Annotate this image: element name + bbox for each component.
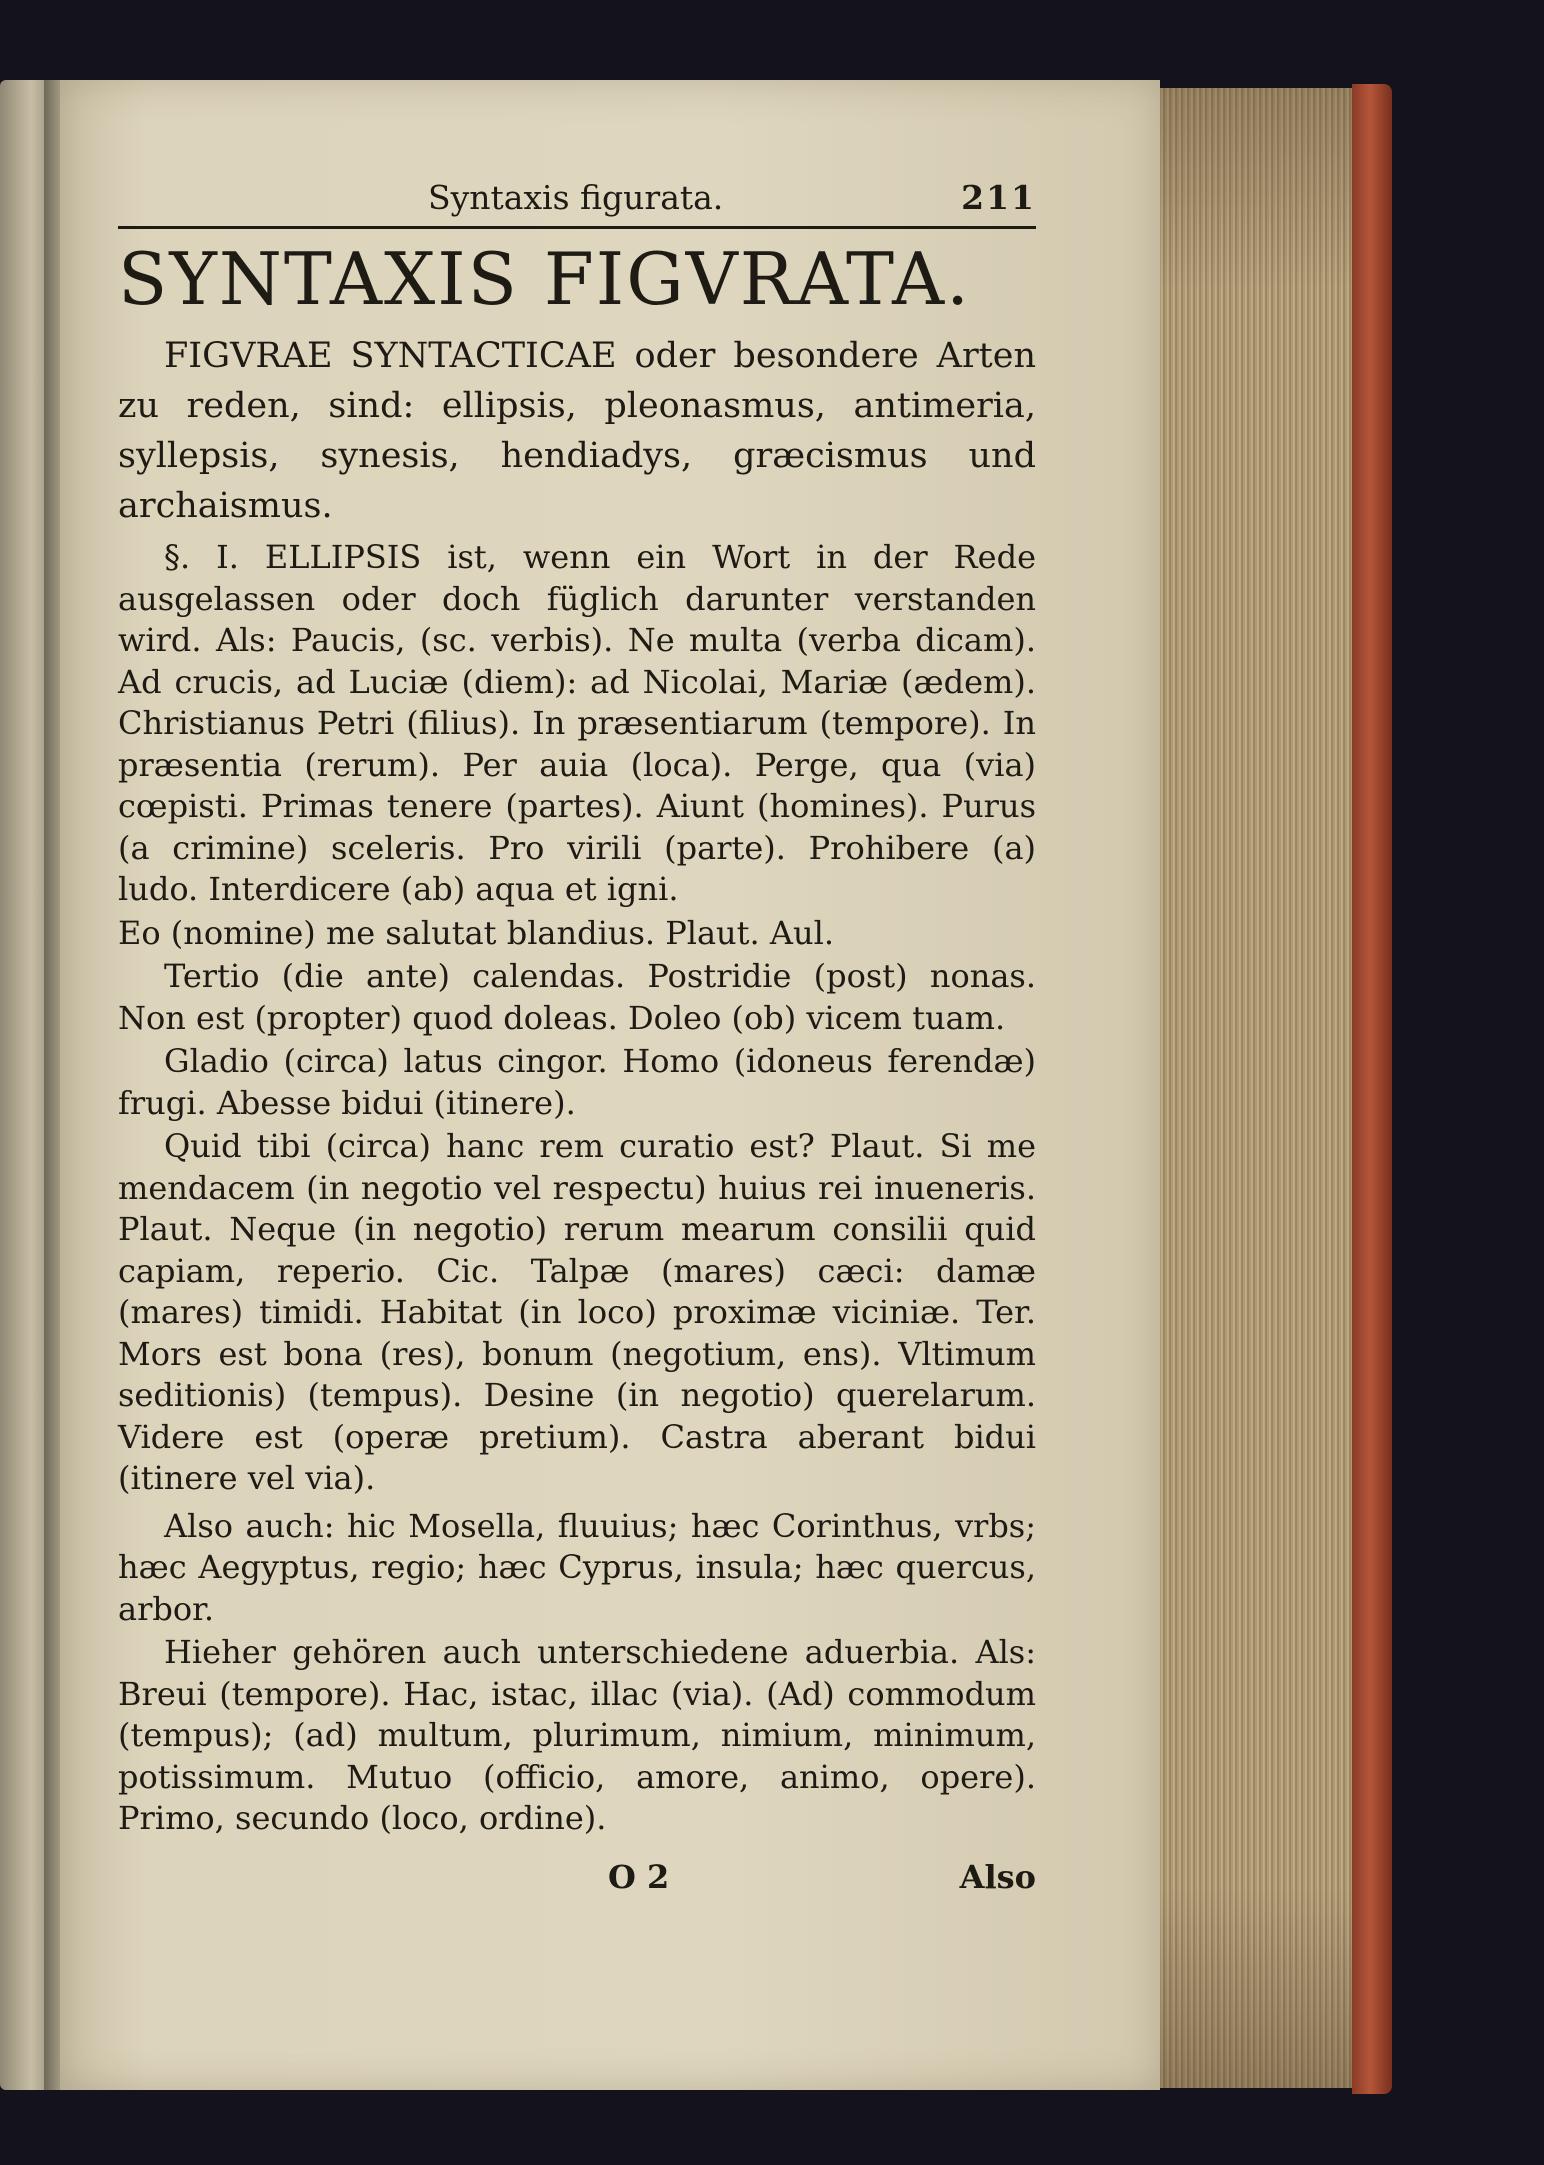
page-footer: [118, 1858, 1036, 1908]
example-paragraph: Eo (nomine) me salutat blandius. Plaut. Aul.: [118, 913, 834, 952]
running-title: Syntaxis figurata.: [428, 178, 724, 217]
signature-mark: O 2: [608, 1857, 670, 1896]
example-paragraph: Quid tibi (circa) hanc rem curatio est? Plaut. Si me mendacem (in negotio vel respectu) huius rei inueneris. Plaut. Neque (in negotio) rerum mearum consilii quid capiam, reperio. Cic. Talpæ (mares) cæci: damæ (mares) timidi. Habitat (in loco) proximæ viciniæ. Ter. Mors est bona (res), bonum (negotium, ens). Vltimum seditionis) (tempus). Desine (in negotio) querelarum. Videre est (operæ pretium). Castra aberant bidui (itinere vel via).: [118, 1127, 1036, 1497]
example-paragraph: Tertio (die ante) calendas. Postridie (post) nonas. Non est (propter) quod doleas. Doleo (ob) vicem tuam.: [118, 957, 1036, 1037]
also-paragraph: Also auch: hic Mosella, fluuius; hæc Corinthus, vrbs; hæc Aegyptus, regio; hæc Cyprus, insula; hæc quercus, arbor.: [118, 1506, 1036, 1628]
adverbia-paragraph: Hieher gehören auch unterschiedene aduerbia. Als: Breui (tempore). Hac, istac, illac (via). (Ad) commodum (tempus); (ad) multum, plurimum, nimium, minimum, potissimum. Mutuo (officio, amore, animo, opere). Primo, secundo (loco, ordine).: [118, 1633, 1036, 1837]
header-rule: [118, 226, 1036, 229]
ellipsis-paragraph: §. I. ELLIPSIS ist, wenn ein Wort in der Rede ausgelassen oder doch füglich darunter verstanden wird. Als: Paucis, (sc. verbis). Ne multa (verba dicam). Ad crucis, ad Luciæ (diem): ad Nicolai, Mariæ (ædem). Christianus Petri (filius). In præsentiarum (tempore). In præsentia (rerum). Per auia (loca). Perge, qua (via) cœpisti. Primas tenere (partes). Aiunt (homines). Purus (a crimine) sceleris. Pro virili (parte). Prohibere (a) ludo. Interdicere (ab) aqua et igni.: [118, 538, 1036, 908]
section-title: SYNTAXIS FIGVRATA.: [118, 237, 971, 321]
page-edges: [1160, 88, 1352, 2088]
running-head: [118, 170, 1036, 220]
intro-paragraph: FIGVRAE SYNTACTICAE oder besondere Arten zu reden, sind: ellipsis, pleonasmus, antimeria, syllepsis, synesis, hendiadys, græcismus und archaismus.: [118, 336, 1036, 526]
catchword: Also: [959, 1857, 1036, 1896]
example-paragraph: Gladio (circa) latus cingor. Homo (idoneus ferendæ) frugi. Abesse bidui (itinere).: [118, 1042, 1036, 1122]
book-cover: [1352, 84, 1392, 2094]
page-text-block: [118, 170, 1036, 1908]
page-number: 211: [961, 178, 1036, 217]
